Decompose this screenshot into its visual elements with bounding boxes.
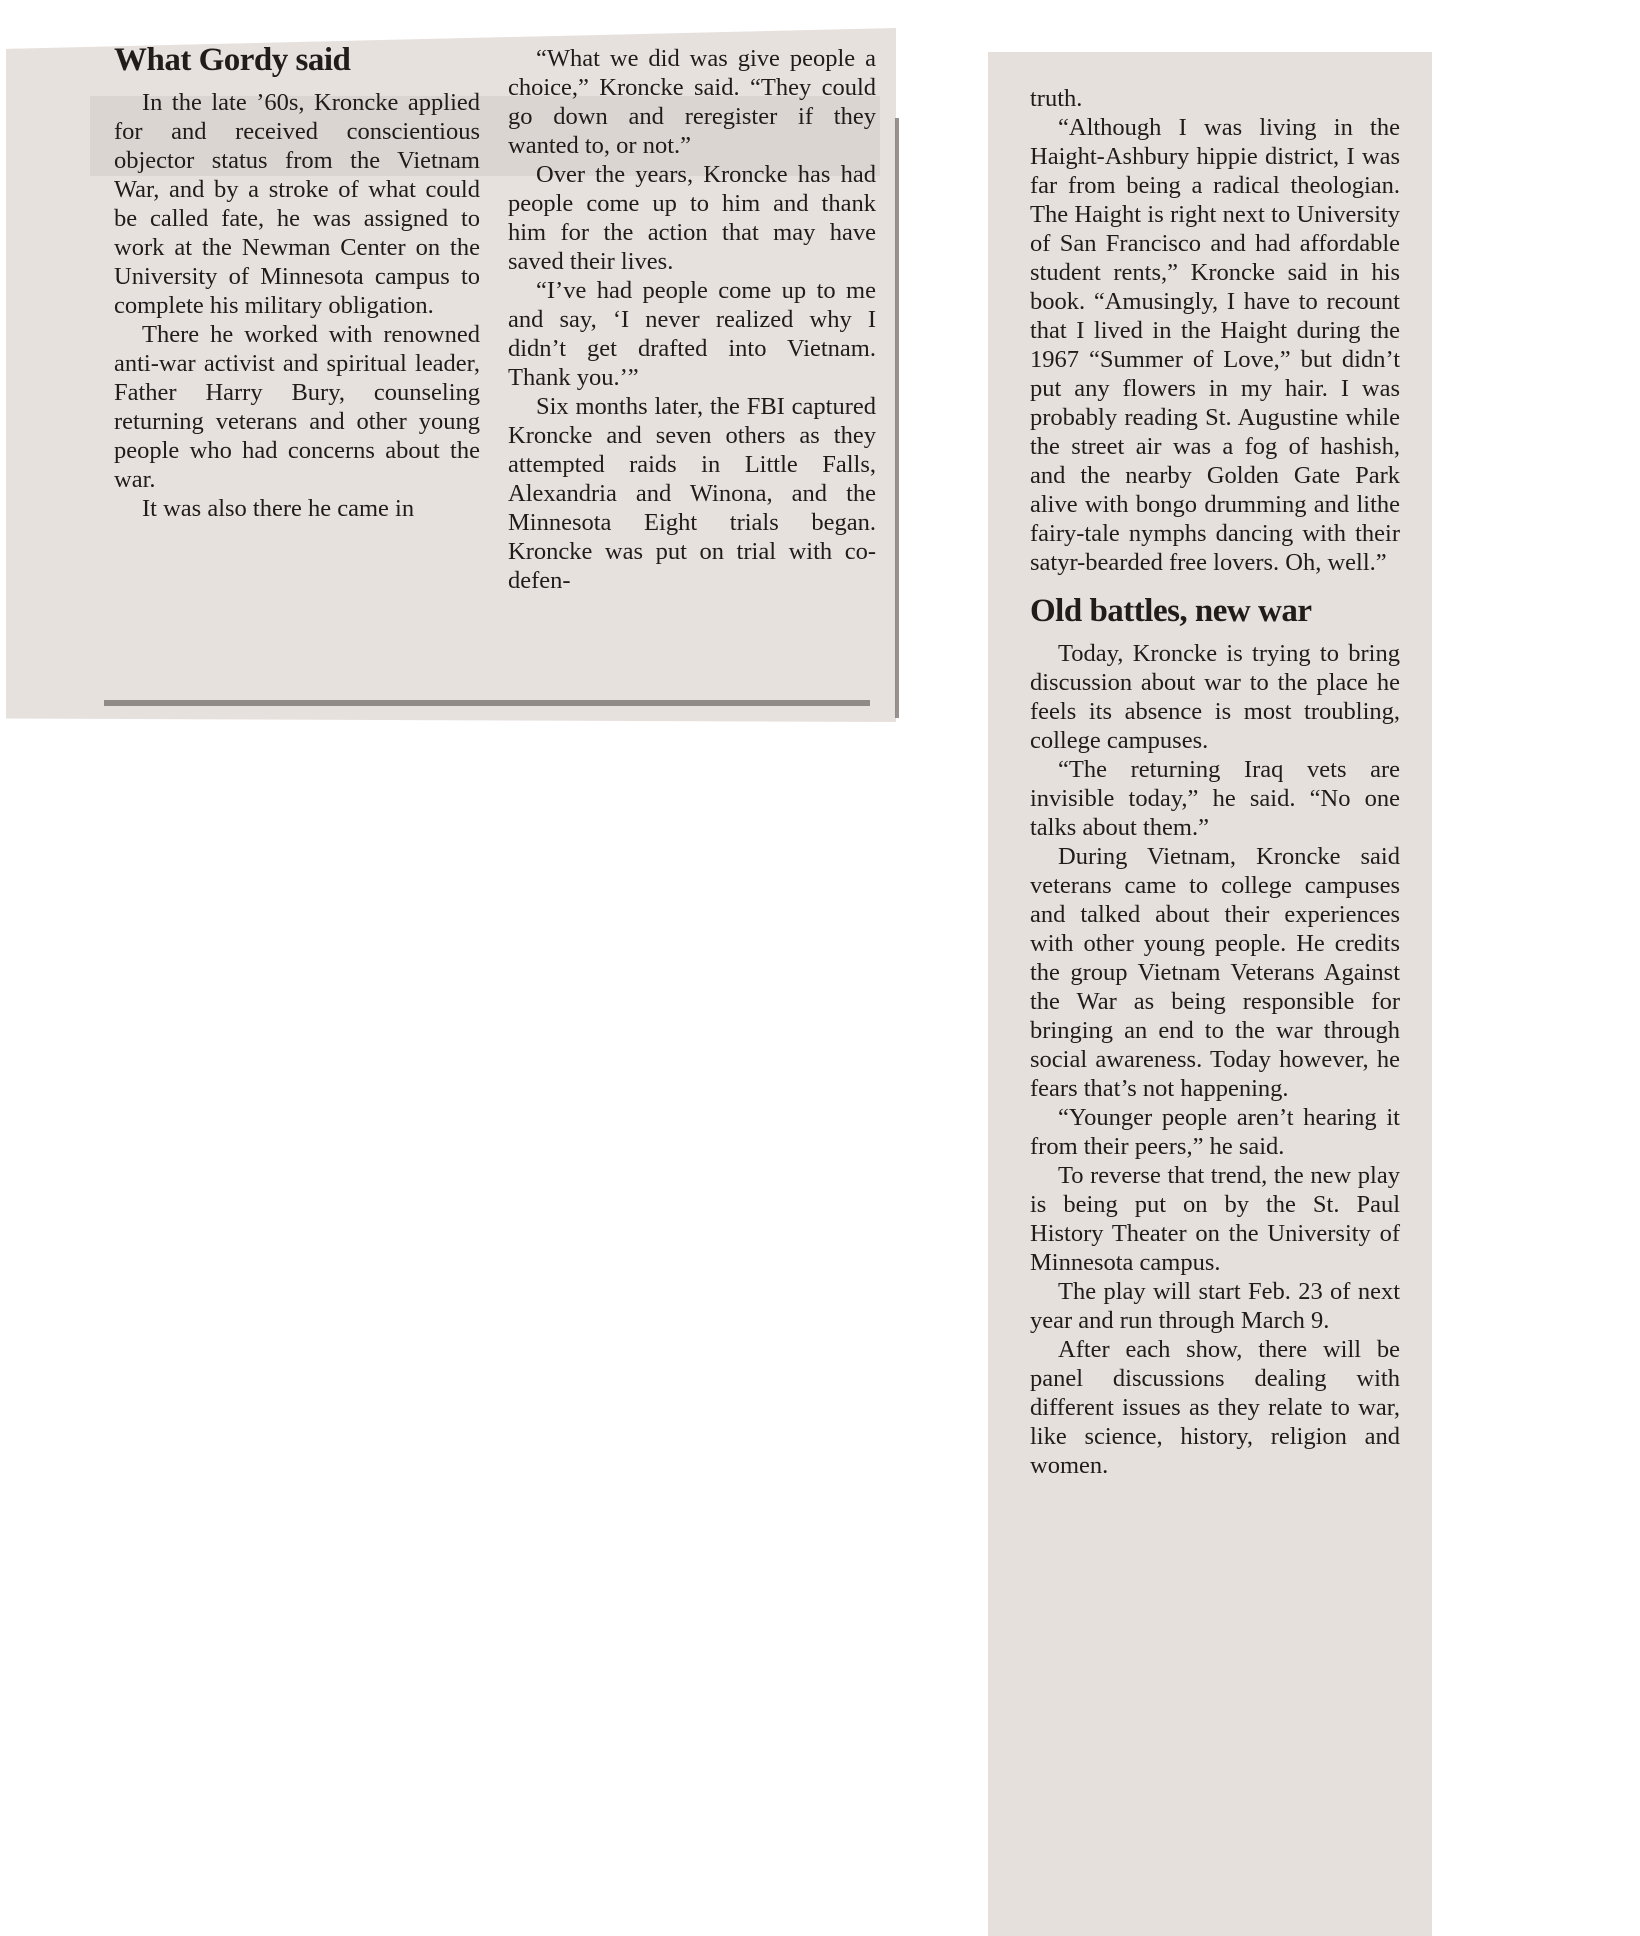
paragraph: “What we did was give people a choice,” Kroncke said. “They could go down and reregister if they wanted to, or not.” xyxy=(508,45,876,159)
paragraph: During Vietnam, Kroncke said veterans came to college campuses and talked about their experiences with other young people. He credits the group Vietnam Veterans Against the War as being responsible for bringing an end to the war through social awareness. Today however, he fears that’s not happening. xyxy=(1030,843,1400,1102)
paragraph: Over the years, Kroncke has had people come up to him and thank him for the action that may have saved their lives. xyxy=(508,161,876,275)
headline: What Gordy said xyxy=(114,42,351,78)
paragraph: “Younger people aren’t hearing it from their peers,” he said. xyxy=(1030,1104,1400,1160)
paragraph: It was also there he came in xyxy=(142,495,415,522)
subheadline: Old battles, new war xyxy=(1030,593,1312,629)
paragraph: “Although I was living in the Haight-Ashbury hippie district, I was far from being a radical theologian. The Haight is right next to University of San Francisco and had affordable student rents,” Kroncke said in his book. “Amusingly, I have to recount that I lived in the Haight during the 1967 “Summer of Love,” but didn’t put any flowers in my hair. I was probably reading St. Augustine while the street air was a fog of hashish, and the nearby Golden Gate Park alive with bongo drumming and lithe fairy-tale nymphs dancing with their satyr-bearded free lovers. Oh, well.” xyxy=(1030,114,1400,576)
right-column xyxy=(1030,84,1400,1480)
paragraph: “The returning Iraq vets are invisible today,” he said. “No one talks about them.” xyxy=(1030,756,1400,841)
column-edge-rule xyxy=(895,118,899,718)
paragraph: truth. xyxy=(1030,85,1083,112)
paragraph: After each show, there will be panel discussions dealing with different issues as they relate to war, like science, history, religion and women. xyxy=(1030,1336,1400,1479)
paragraph: “I’ve had people come up to me and say, ‘I never realized why I didn’t get drafted into Vietnam. Thank you.’” xyxy=(508,277,876,391)
paragraph: Six months later, the FBI captured Kroncke and seven others as they attempted raids in Little Falls, Alexandria and Winona, and the Minnesota Eight trials began. Kroncke was put on trial with co-defen- xyxy=(508,393,876,594)
paragraph: Today, Kroncke is trying to bring discussion about war to the place he feels its absence is most troubling, college campuses. xyxy=(1030,640,1400,754)
bottom-rule xyxy=(104,700,870,706)
paragraph: To reverse that trend, the new play is being put on by the St. Paul History Theater on the University of Minnesota campus. xyxy=(1030,1162,1400,1276)
paragraph: There he worked with renowned anti-war activist and spiritual leader, Father Harry Bury, counseling returning veterans and other young people who had concerns about the war. xyxy=(114,321,480,493)
left-column-2 xyxy=(508,44,876,595)
paragraph: The play will start Feb. 23 of next year and run through March 9. xyxy=(1030,1278,1400,1334)
left-column-1 xyxy=(114,40,480,523)
paragraph: In the late ’60s, Kroncke applied for and received conscientious objector status from the Vietnam War, and by a stroke of what could be called fate, he was assigned to work at the Newman Center on the University of Minnesota campus to complete his military obligation. xyxy=(114,89,480,319)
